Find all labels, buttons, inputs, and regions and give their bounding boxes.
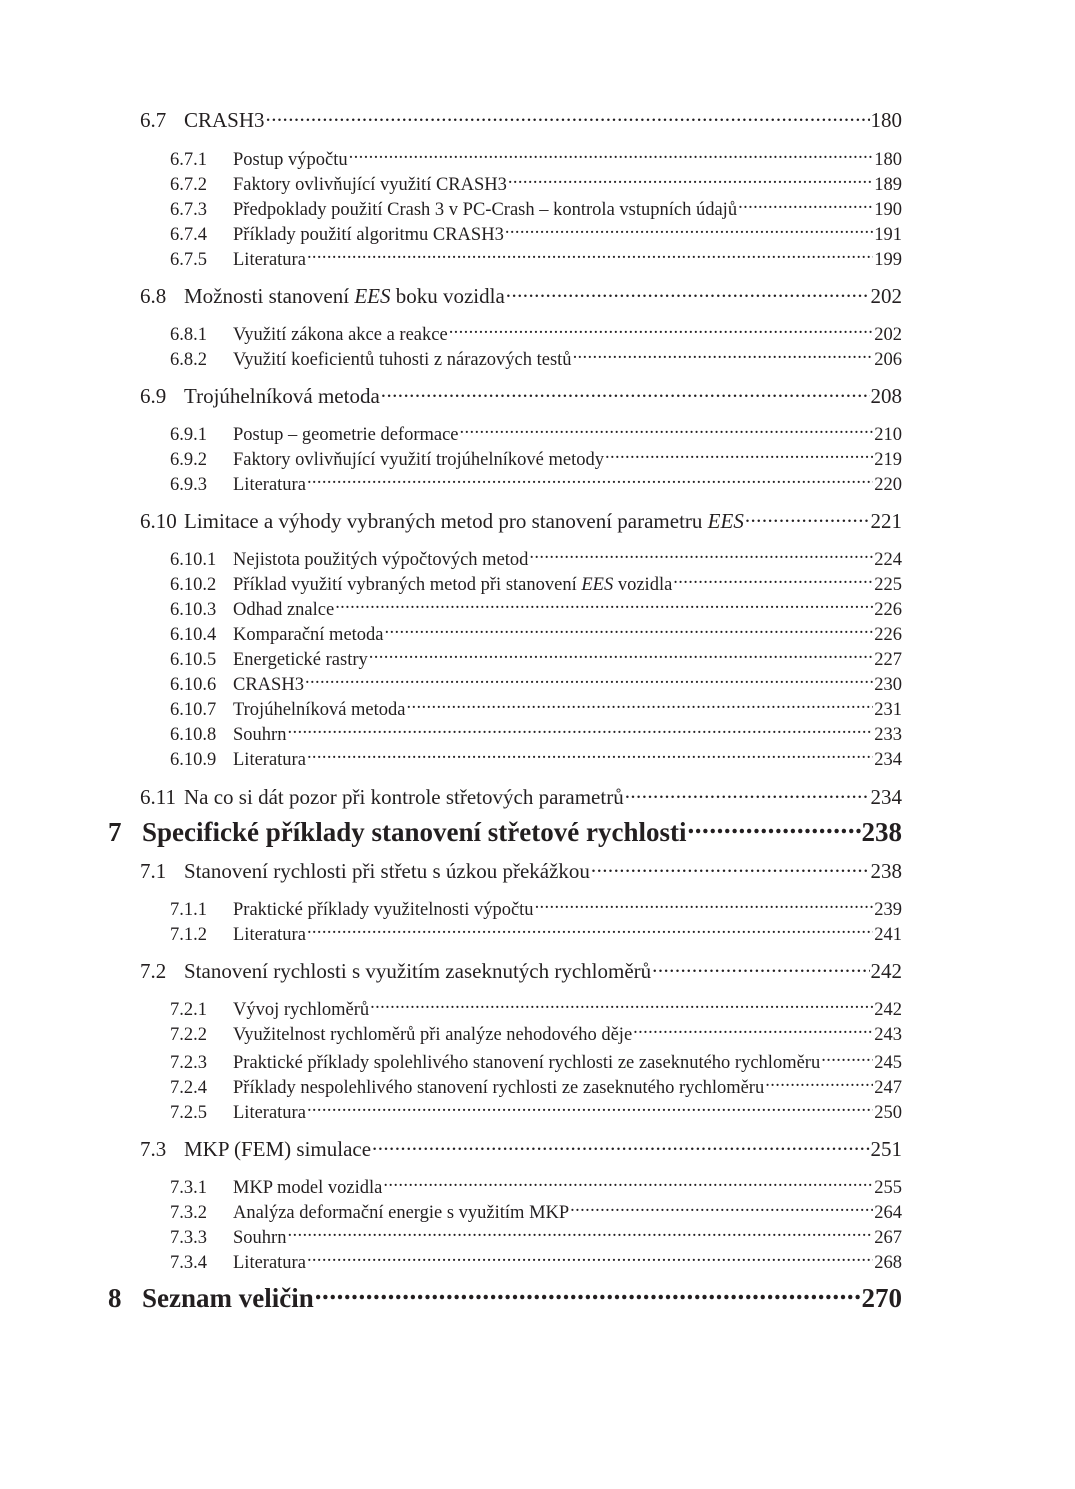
toc-subsection-entry (170, 1249, 902, 1274)
toc-entry-page-number: 255 (874, 1177, 902, 1198)
toc-entry-page-number: 241 (874, 924, 902, 945)
toc-entry-page-number: 190 (874, 199, 902, 220)
toc-entry-number: 6.10.5 (170, 649, 217, 670)
dot-leader (652, 957, 869, 978)
toc-entry-number: 6.8.2 (170, 349, 207, 370)
toc-entry-number: 7.2.5 (170, 1102, 207, 1123)
toc-entry-page-number: 234 (870, 785, 902, 809)
toc-entry-title: Literatura (233, 1252, 306, 1273)
toc-entry-title: Postup výpočtu (233, 149, 348, 170)
toc-entry-title: Využití koeficientů tuhosti z nárazových testů (233, 349, 572, 370)
toc-entry-title: Trojúhelníková metoda (233, 699, 406, 720)
toc-entry-page-number: 239 (874, 899, 902, 920)
dot-leader (266, 106, 870, 127)
toc-entry-title: Analýza deformační energie s využitím MKP (233, 1202, 570, 1223)
toc-entry-title: Praktické příklady spolehlivého stanovení rychlosti ze zaseknutého rychloměru (233, 1052, 821, 1073)
toc-entry-title-emphasis: EES (354, 284, 391, 308)
toc-subsection-entry (170, 146, 902, 171)
dot-leader (633, 1021, 873, 1040)
toc-entry-page-number: 202 (870, 284, 902, 308)
toc-subsection-entry (170, 1099, 902, 1124)
toc-entry-page-number: 227 (874, 649, 902, 670)
toc-entry-page-number: 189 (874, 174, 902, 195)
toc-subsection-entry (170, 621, 902, 646)
toc-section-entry (140, 957, 902, 984)
toc-entry-title-emphasis: EES (581, 574, 614, 595)
toc-entry-number: 6.10.9 (170, 749, 217, 770)
toc-entry-page-number: 180 (874, 149, 902, 170)
toc-section-entry (140, 857, 902, 884)
toc-entry-title: Souhrn (233, 1227, 287, 1248)
toc-entry-number: 7.2.4 (170, 1077, 207, 1098)
toc-entry-title: Stanovení rychlosti s využitím zaseknutých rychloměrů (184, 959, 652, 983)
toc-entry-title-text: boku vozidla (390, 284, 505, 308)
toc-entry-page-number: 242 (874, 999, 902, 1020)
toc-entry-page-number: 226 (874, 624, 902, 645)
toc-subsection-entry (170, 1174, 902, 1199)
toc-subsection-entry (170, 1199, 902, 1224)
dot-leader (625, 783, 870, 804)
toc-entry-title: Využití zákona akce a reakce (233, 324, 448, 345)
toc-entry-page-number: 270 (861, 1283, 902, 1313)
toc-entry-page-number: 267 (874, 1227, 902, 1248)
dot-leader (591, 857, 870, 878)
toc-entry-page-number: 224 (874, 549, 902, 570)
dot-leader (506, 282, 870, 303)
dot-leader (335, 596, 873, 615)
dot-leader (307, 246, 873, 265)
toc-entry-title: Literatura (233, 924, 306, 945)
toc-subsection-entry (170, 671, 902, 696)
dot-leader (307, 1099, 873, 1118)
dot-leader (449, 321, 874, 340)
dot-leader (381, 382, 870, 403)
toc-entry-title: Příklady použití algoritmu CRASH3 (233, 224, 504, 245)
toc-chapter-entry (108, 1280, 902, 1314)
toc-entry-title: Nejistota použitých výpočtových metod (233, 549, 529, 570)
toc-entry-page-number: 264 (874, 1202, 902, 1223)
toc-entry-page-number: 247 (874, 1077, 902, 1098)
toc-entry-title: Faktory ovlivňující využití trojúhelníkové metody (233, 449, 604, 470)
toc-section-entry (140, 282, 902, 309)
toc-entry-number: 6.9.2 (170, 449, 207, 470)
toc-entry-number: 6.9.3 (170, 474, 207, 495)
toc-subsection-entry (170, 196, 902, 221)
toc-entry-title: Postup – geometrie deformace (233, 424, 459, 445)
toc-entry-title: Seznam veličin (142, 1283, 314, 1313)
toc-entry-number: 6.10.2 (170, 574, 217, 595)
toc-entry-page-number: 220 (874, 474, 902, 495)
toc-entry-page-number: 226 (874, 599, 902, 620)
toc-entry-title: Trojúhelníková metoda (184, 384, 380, 408)
toc-entry-number: 7.1 (140, 859, 167, 883)
toc-subsection-entry (170, 896, 902, 921)
dot-leader (305, 671, 873, 690)
toc-entry-title: Specifické příklady stanovení střetové rychlosti (142, 817, 687, 847)
toc-subsection-entry (170, 696, 902, 721)
toc-entry-title: Energetické rastry (233, 649, 368, 670)
toc-entry-page-number: 208 (870, 384, 902, 408)
toc-entry-number: 6.11 (140, 785, 176, 809)
toc-entry-title: Příklady nespolehlivého stanovení rychlosti ze zaseknutého rychloměru (233, 1077, 765, 1098)
dot-leader (307, 746, 873, 765)
toc-entry-number: 6.10.1 (170, 549, 217, 570)
toc-entry-page-number: 210 (874, 424, 902, 445)
toc-entry-page-number: 191 (874, 224, 902, 245)
toc-entry-number: 7.3 (140, 1137, 167, 1161)
toc-entry-page-number: 251 (870, 1137, 902, 1161)
toc-subsection-entry (170, 221, 902, 246)
toc-subsection-entry (170, 996, 902, 1021)
toc-entry-page-number: 225 (874, 574, 902, 595)
dot-leader (738, 196, 873, 215)
toc-section-entry (140, 1135, 902, 1162)
toc-entry-number: 7.3.4 (170, 1252, 207, 1273)
toc-entry-title: Komparační metoda (233, 624, 384, 645)
dot-leader (745, 507, 870, 528)
toc-entry-number: 6.10.7 (170, 699, 217, 720)
toc-entry-title: Literatura (233, 749, 306, 770)
toc-entry-number: 6.10.4 (170, 624, 217, 645)
toc-subsection-entry (170, 646, 902, 671)
toc-entry-number: 6.8.1 (170, 324, 207, 345)
toc-section-entry (140, 507, 902, 534)
toc-entry-title: Odhad znalce (233, 599, 335, 620)
toc-entry-number: 8 (108, 1283, 122, 1313)
toc-entry-number: 6.8 (140, 284, 167, 308)
dot-leader (508, 171, 873, 190)
toc-subsection-entry (170, 346, 902, 371)
toc-entry-page-number: 219 (874, 449, 902, 470)
dot-leader (307, 1249, 873, 1268)
toc-entry-title: Využitelnost rychloměrů při analýze nehodového děje (233, 1024, 633, 1045)
toc-entry-number: 6.7.5 (170, 249, 207, 270)
toc-entry-number: 6.7.4 (170, 224, 207, 245)
toc-entry-title: CRASH3 (233, 674, 304, 695)
toc-entry-title: Faktory ovlivňující využití CRASH3 (233, 174, 507, 195)
toc-entry-page-number: 206 (874, 349, 902, 370)
toc-entry-page-number: 231 (874, 699, 902, 720)
toc-entry-number: 7.2.1 (170, 999, 207, 1020)
toc-entry-title: Stanovení rychlosti při střetu s úzkou překážkou (184, 859, 590, 883)
toc-subsection-entry (170, 546, 902, 571)
toc-entry-page-number: 245 (874, 1052, 902, 1073)
toc-subsection-entry (170, 1021, 902, 1046)
toc-entry-title: Praktické příklady využitelnosti výpočtu (233, 899, 534, 920)
toc-entry-title: MKP model vozidla (233, 1177, 383, 1198)
toc-entry-title-text: vozidla (613, 574, 673, 595)
toc-subsection-entry (170, 1049, 902, 1074)
toc-entry-title: Souhrn (233, 724, 287, 745)
toc-entry-title: Předpoklady použití Crash 3 v PC-Crash – kontrola vstupních údajů (233, 199, 738, 220)
toc-entry-number: 7.3.1 (170, 1177, 207, 1198)
dot-leader (765, 1074, 873, 1093)
toc-entry-page-number: 180 (870, 108, 902, 132)
toc-subsection-entry (170, 246, 902, 271)
toc-entry-number: 7.1.2 (170, 924, 207, 945)
toc-entry-number: 7 (108, 817, 122, 847)
toc-entry-page-number: 238 (870, 859, 902, 883)
toc-subsection-entry (170, 1074, 902, 1099)
toc-section-entry (140, 382, 902, 409)
toc-entry-title: Vývoj rychloměrů (233, 999, 370, 1020)
toc-subsection-entry (170, 321, 902, 346)
toc-entry-number: 6.9 (140, 384, 167, 408)
toc-entry-page-number: 202 (874, 324, 902, 345)
toc-entry-page-number: 243 (874, 1024, 902, 1045)
dot-leader (673, 571, 873, 590)
toc-entry-title (184, 284, 505, 309)
toc-entry-page-number: 250 (874, 1102, 902, 1123)
toc-entry-number: 7.2 (140, 959, 167, 983)
dot-leader (406, 696, 873, 715)
toc-chapter-entry (108, 814, 902, 848)
toc-entry-number: 7.2.3 (170, 1052, 207, 1073)
toc-entry-title: Literatura (233, 249, 306, 270)
toc-entry-title-emphasis: EES (707, 509, 744, 533)
toc-entry-number: 7.1.1 (170, 899, 207, 920)
toc-subsection-entry (170, 471, 902, 496)
dot-leader (287, 721, 873, 740)
toc-entry-title: Na co si dát pozor při kontrole střetových parametrů (184, 785, 624, 809)
dot-leader (687, 814, 860, 841)
toc-entry-number: 6.9.1 (170, 424, 207, 445)
toc-entry-number: 6.10.6 (170, 674, 217, 695)
dot-leader (287, 1224, 873, 1243)
toc-entry-number: 7.2.2 (170, 1024, 207, 1045)
dot-leader (383, 1174, 873, 1193)
toc-entry-number: 6.10.8 (170, 724, 217, 745)
toc-entry-title: MKP (FEM) simulace (184, 1137, 372, 1161)
dot-leader (821, 1049, 873, 1068)
toc-section-entry (140, 106, 902, 133)
dot-leader (573, 346, 874, 365)
dot-leader (372, 1135, 869, 1156)
dot-leader (605, 446, 873, 465)
toc-entry-page-number: 238 (861, 817, 902, 847)
toc-entry-title-text: Příklad využití vybraných metod při stanovení (233, 574, 582, 595)
toc-entry-page-number: 268 (874, 1252, 902, 1273)
toc-entry-title: Literatura (233, 1102, 306, 1123)
dot-leader (570, 1199, 873, 1218)
dot-leader (307, 471, 873, 490)
toc-entry-title (184, 509, 744, 534)
toc-entry-title: CRASH3 (184, 108, 265, 132)
toc-entry-number: 6.7.3 (170, 199, 207, 220)
dot-leader (460, 421, 874, 440)
toc-subsection-entry (170, 421, 902, 446)
toc-entry-page-number: 221 (870, 509, 902, 533)
toc-entry-number: 7.3.2 (170, 1202, 207, 1223)
toc-subsection-entry (170, 596, 902, 621)
dot-leader (370, 996, 873, 1015)
dot-leader (529, 546, 873, 565)
toc-entry-number: 6.7.2 (170, 174, 207, 195)
dot-leader (535, 896, 874, 915)
toc-subsection-entry (170, 746, 902, 771)
dot-leader (385, 621, 874, 640)
toc-entry-title (233, 575, 672, 596)
toc-subsection-entry (170, 446, 902, 471)
toc-entry-page-number: 233 (874, 724, 902, 745)
toc-entry-page-number: 199 (874, 249, 902, 270)
toc-entry-title: Literatura (233, 474, 306, 495)
toc-subsection-entry (170, 721, 902, 746)
dot-leader (315, 1280, 861, 1307)
dot-leader (505, 221, 873, 240)
toc-entry-number: 6.10 (140, 509, 177, 533)
dot-leader (307, 921, 873, 940)
dot-leader (369, 646, 874, 665)
toc-subsection-entry (170, 171, 902, 196)
toc-subsection-entry (170, 1224, 902, 1249)
toc-subsection-entry (170, 571, 902, 596)
toc-entry-number: 7.3.3 (170, 1227, 207, 1248)
toc-entry-title-text: Možnosti stanovení (184, 284, 355, 308)
toc-section-entry (140, 783, 902, 810)
toc-entry-number: 6.7 (140, 108, 167, 132)
toc-subsection-entry (170, 921, 902, 946)
toc-entry-number: 6.7.1 (170, 149, 207, 170)
toc-entry-page-number: 242 (870, 959, 902, 983)
toc-entry-page-number: 234 (874, 749, 902, 770)
toc-entry-page-number: 230 (874, 674, 902, 695)
dot-leader (349, 146, 874, 165)
toc-entry-number: 6.10.3 (170, 599, 217, 620)
toc-entry-title-text: Limitace a výhody vybraných metod pro stanovení parametru (184, 509, 708, 533)
